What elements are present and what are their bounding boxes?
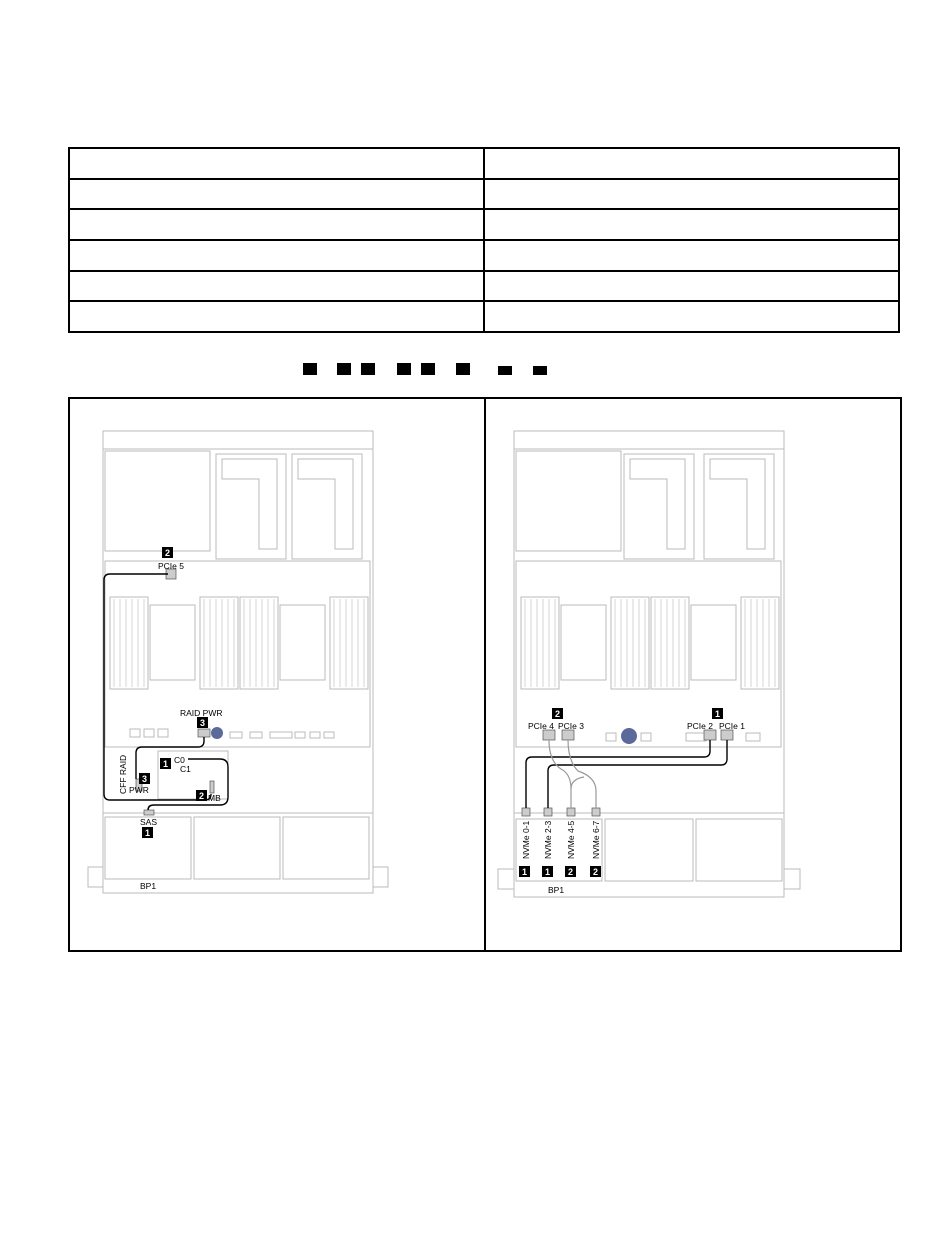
table-cell xyxy=(69,271,484,302)
sas-label: SAS xyxy=(140,817,158,827)
dimm-bank xyxy=(330,597,368,689)
cable-pcie3 xyxy=(568,740,596,808)
riser-slot xyxy=(292,454,362,559)
legend-marker xyxy=(498,366,512,375)
pcie4-label: PCIe 4 xyxy=(528,721,554,731)
badge xyxy=(160,758,171,769)
table-cell xyxy=(69,301,484,332)
processor xyxy=(561,605,606,680)
drive-bay xyxy=(194,817,280,879)
pwr-label: PWR xyxy=(129,785,149,795)
cable-pcie1 xyxy=(548,740,727,808)
pcie1-connector xyxy=(721,730,733,740)
dimm-bank xyxy=(240,597,278,689)
badge xyxy=(542,866,553,877)
svg-text:1: 1 xyxy=(544,867,551,877)
badge xyxy=(712,708,723,719)
table-cell xyxy=(484,179,899,210)
pcie3-connector xyxy=(562,730,574,740)
pcie2-connector xyxy=(704,730,716,740)
table-row xyxy=(69,301,899,332)
badge xyxy=(590,866,601,877)
badge xyxy=(519,866,530,877)
cable-pcie4 xyxy=(549,740,571,808)
table-row xyxy=(69,179,899,210)
processor xyxy=(150,605,195,680)
mb-connector xyxy=(210,781,214,793)
dimm-bank xyxy=(741,597,779,689)
nvme-connector xyxy=(592,808,600,816)
left-server-diagram xyxy=(70,399,484,950)
psu-bay xyxy=(105,451,210,551)
nvme-label: NVMe 4-5 xyxy=(566,820,576,859)
table-row xyxy=(69,209,899,240)
legend-marker xyxy=(397,363,411,375)
svg-text:2: 2 xyxy=(198,791,205,801)
nvme-label: NVMe 6-7 xyxy=(591,820,601,859)
pcie4-connector xyxy=(543,730,555,740)
info-table xyxy=(68,147,900,333)
riser-slot xyxy=(624,454,694,559)
legend-marker xyxy=(533,366,547,375)
cable-pcie2 xyxy=(526,740,710,808)
legend-marker-row xyxy=(300,363,560,377)
legend-marker xyxy=(337,363,351,375)
svg-text:2: 2 xyxy=(164,548,171,558)
badge xyxy=(142,827,153,838)
dimm-bank xyxy=(611,597,649,689)
nvme-label: NVMe 2-3 xyxy=(543,820,553,859)
table-cell xyxy=(484,148,899,179)
badge xyxy=(162,547,173,558)
drive-bay xyxy=(696,819,782,881)
legend-marker xyxy=(303,363,317,375)
left-cabling-panel xyxy=(68,397,485,952)
svg-text:2: 2 xyxy=(592,867,599,877)
dimm-bank xyxy=(200,597,238,689)
riser-slot xyxy=(704,454,774,559)
processor xyxy=(280,605,325,680)
table-cell xyxy=(484,271,899,302)
table-cell xyxy=(69,240,484,271)
processor xyxy=(691,605,736,680)
legend-marker xyxy=(361,363,375,375)
pcie3-label: PCIe 3 xyxy=(558,721,584,731)
backplane-label: BP1 xyxy=(140,881,157,891)
c0-label: C0 xyxy=(174,755,185,765)
drive-bay xyxy=(283,817,369,879)
backplane-label: BP1 xyxy=(548,885,565,895)
svg-text:3: 3 xyxy=(141,774,148,784)
table-cell xyxy=(484,301,899,332)
svg-text:1: 1 xyxy=(162,759,169,769)
nvme-connector xyxy=(522,808,530,816)
raid-pwr-label: RAID PWR xyxy=(180,708,223,718)
raid-pwr-connector xyxy=(198,729,210,737)
svg-text:2: 2 xyxy=(567,867,574,877)
svg-text:1: 1 xyxy=(144,828,151,838)
fan-icon xyxy=(211,727,223,739)
badge xyxy=(196,790,207,801)
nvme-label: NVMe 0-1 xyxy=(521,820,531,859)
fan-icon xyxy=(621,728,637,744)
table-cell xyxy=(69,148,484,179)
c1-label: C1 xyxy=(180,764,191,774)
table-row xyxy=(69,271,899,302)
svg-text:1: 1 xyxy=(714,709,721,719)
right-cabling-panel xyxy=(485,397,902,952)
badge xyxy=(552,708,563,719)
table-row xyxy=(69,240,899,271)
table-row xyxy=(69,148,899,179)
table-cell xyxy=(484,240,899,271)
drive-bay xyxy=(605,819,693,881)
badge xyxy=(139,773,150,784)
mb-label: MB xyxy=(208,793,221,803)
badge xyxy=(197,717,208,728)
dimm-bank xyxy=(521,597,559,689)
nvme-connector xyxy=(567,808,575,816)
table-cell xyxy=(484,209,899,240)
table-cell xyxy=(69,179,484,210)
legend-marker xyxy=(421,363,435,375)
svg-text:1: 1 xyxy=(521,867,528,877)
pcie2-label: PCIe 2 xyxy=(687,721,713,731)
legend-marker xyxy=(456,363,470,375)
sas-connector xyxy=(144,810,154,815)
pcie5-label: PCIe 5 xyxy=(158,561,184,571)
table-cell xyxy=(69,209,484,240)
svg-text:2: 2 xyxy=(554,709,561,719)
dimm-bank xyxy=(651,597,689,689)
right-server-diagram xyxy=(486,399,900,950)
badge xyxy=(565,866,576,877)
cff-raid-label: CFF RAID xyxy=(118,754,128,794)
riser-slot xyxy=(216,454,286,559)
psu-bay xyxy=(516,451,621,551)
nvme-connector xyxy=(544,808,552,816)
pcie1-label: PCIe 1 xyxy=(719,721,745,731)
dimm-bank xyxy=(110,597,148,689)
svg-text:3: 3 xyxy=(199,718,206,728)
